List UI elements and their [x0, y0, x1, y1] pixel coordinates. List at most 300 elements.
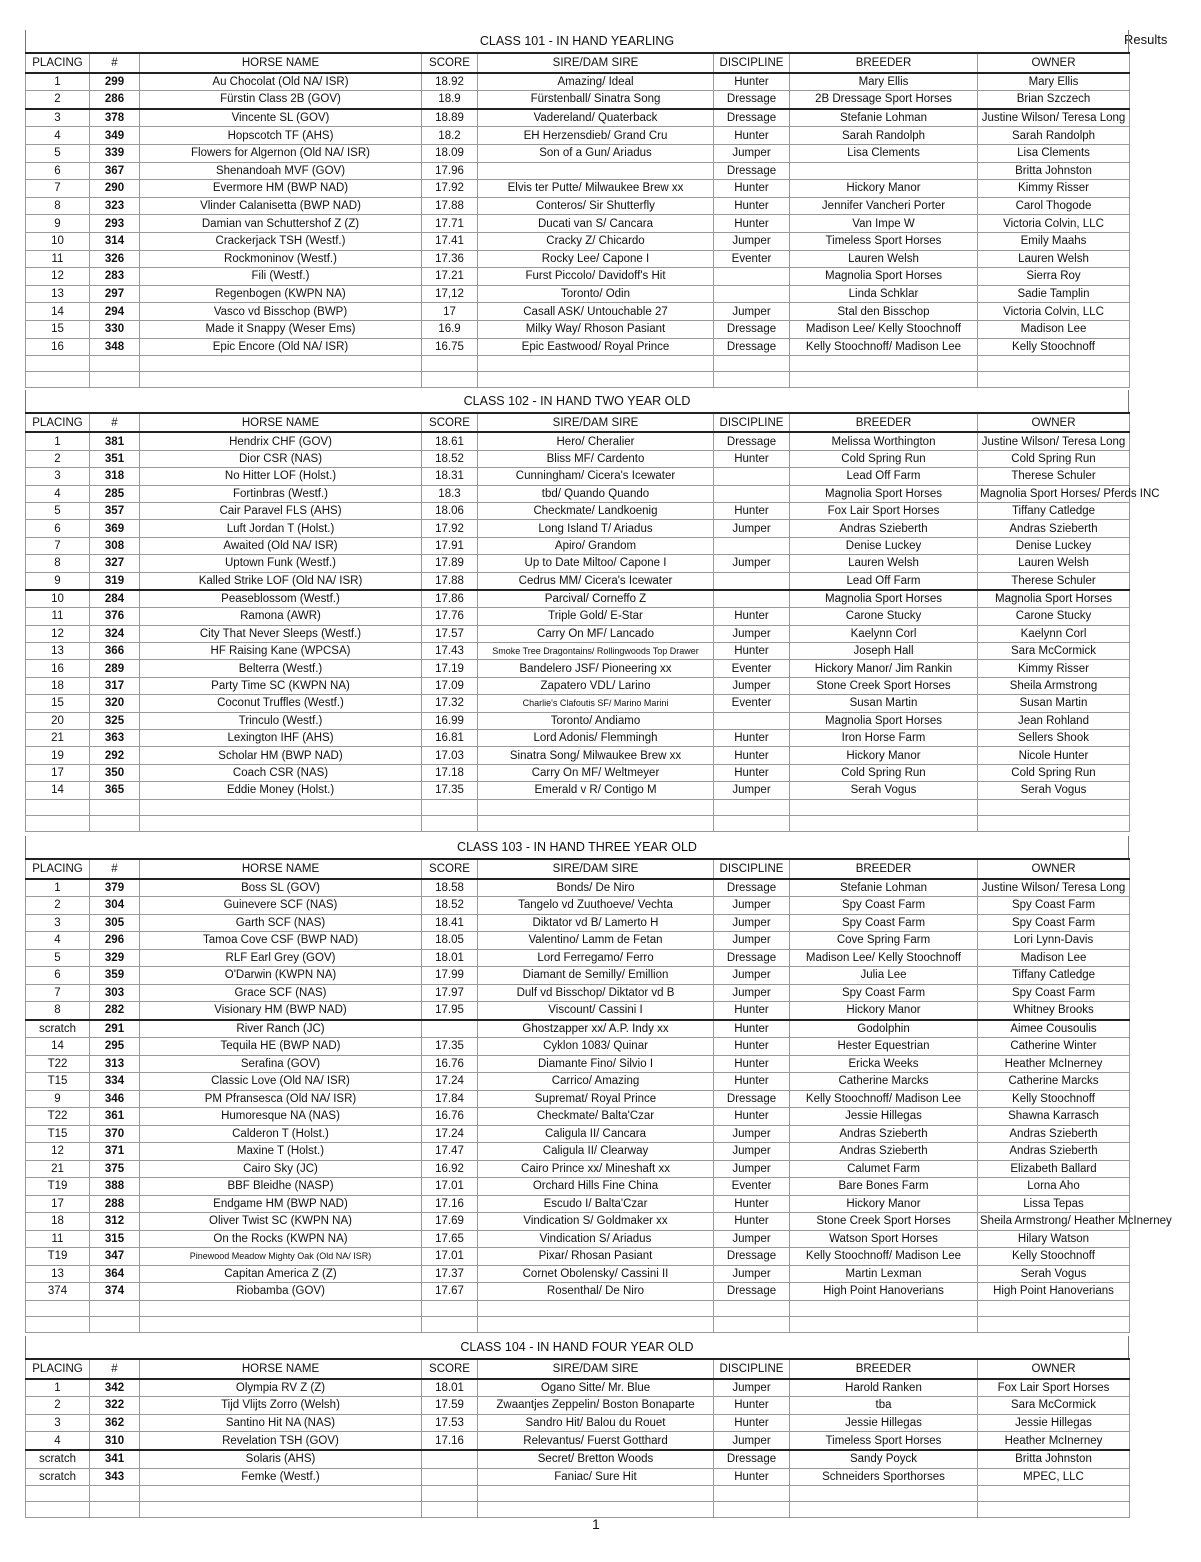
- header-placing: PLACING: [26, 53, 90, 73]
- discipline-cell: [714, 268, 790, 286]
- breeder-cell: Magnolia Sport Horses: [790, 712, 978, 729]
- horse-name-cell: Party Time SC (KWPN NA): [140, 677, 422, 694]
- horse-name-cell: River Ranch (JC): [140, 1020, 422, 1038]
- discipline-cell: Hunter: [714, 1397, 790, 1415]
- header-breeder: BREEDER: [790, 859, 978, 879]
- score-cell: 16.92: [422, 1160, 478, 1178]
- placing-cell: 7: [26, 984, 90, 1002]
- breeder-cell: Spy Coast Farm: [790, 897, 978, 915]
- table-row: [26, 1020, 1130, 1038]
- blank-cell: [90, 1300, 140, 1316]
- discipline-cell: Hunter: [714, 1195, 790, 1213]
- breeder-cell: Hickory Manor: [790, 1195, 978, 1213]
- table-row: [26, 695, 1130, 712]
- number-cell: 330: [90, 320, 140, 338]
- breeder-cell: Lauren Welsh: [790, 250, 978, 268]
- horse-name-cell: Solaris (AHS): [140, 1450, 422, 1468]
- blank-cell: [422, 799, 478, 815]
- owner-cell: Lori Lynn-Davis: [978, 932, 1130, 950]
- placing-cell: 16: [26, 660, 90, 677]
- placing-cell: T15: [26, 1073, 90, 1091]
- placing-cell: 9: [26, 572, 90, 590]
- sire-dam-sire-cell: Caligula II/ Cancara: [478, 1125, 714, 1143]
- owner-cell: Mary Ellis: [978, 73, 1130, 91]
- blank-cell: [26, 1300, 90, 1316]
- blank-cell: [790, 372, 978, 388]
- blank-cell: [714, 356, 790, 372]
- blank-cell: [478, 1300, 714, 1316]
- score-cell: 18.9: [422, 91, 478, 109]
- table-row: [26, 1125, 1130, 1143]
- score-cell: 17.88: [422, 572, 478, 590]
- sire-dam-sire-cell: Pixar/ Rhosan Pasiant: [478, 1248, 714, 1266]
- discipline-cell: Dressage: [714, 879, 790, 897]
- table-row: [26, 1195, 1130, 1213]
- placing-cell: 11: [26, 250, 90, 268]
- discipline-cell: [714, 572, 790, 590]
- owner-cell: Emily Maahs: [978, 232, 1130, 250]
- blank-cell: [790, 1486, 978, 1502]
- breeder-cell: Stal den Bisschop: [790, 303, 978, 321]
- breeder-cell: Jessie Hillegas: [790, 1108, 978, 1126]
- header-row: [26, 413, 1130, 432]
- table-row: [26, 932, 1130, 950]
- blank-cell: [978, 799, 1130, 815]
- discipline-cell: Dressage: [714, 1248, 790, 1266]
- horse-name-cell: Endgame HM (BWP NAD): [140, 1195, 422, 1213]
- table-row: [26, 730, 1130, 747]
- breeder-cell: Magnolia Sport Horses: [790, 485, 978, 502]
- placing-cell: T22: [26, 1055, 90, 1073]
- owner-cell: Sheila Armstrong: [978, 677, 1130, 694]
- table-row: [26, 197, 1130, 215]
- discipline-cell: Dressage: [714, 162, 790, 180]
- breeder-cell: Iron Horse Farm: [790, 730, 978, 747]
- placing-cell: 2: [26, 91, 90, 109]
- breeder-cell: Spy Coast Farm: [790, 984, 978, 1002]
- sire-dam-sire-cell: EH Herzensdieb/ Grand Cru: [478, 127, 714, 145]
- owner-cell: Susan Martin: [978, 695, 1130, 712]
- horse-name-cell: City That Never Sleeps (Westf.): [140, 625, 422, 642]
- results-table: [25, 858, 1172, 1333]
- table-row: [26, 1230, 1130, 1248]
- discipline-cell: Dressage: [714, 320, 790, 338]
- score-cell: 17.01: [422, 1178, 478, 1196]
- horse-name-cell: RLF Earl Grey (GOV): [140, 949, 422, 967]
- blank-cell: [90, 372, 140, 388]
- placing-cell: scratch: [26, 1020, 90, 1038]
- blank-cell: [714, 1502, 790, 1518]
- owner-cell: Whitney Brooks: [978, 1002, 1130, 1020]
- table-row: [26, 677, 1130, 694]
- number-cell: 313: [90, 1055, 140, 1073]
- owner-cell: Victoria Colvin, LLC: [978, 215, 1130, 233]
- score-cell: 18.61: [422, 432, 478, 450]
- class-section-4: [25, 1336, 1129, 1518]
- owner-cell: Kaelynn Corl: [978, 625, 1130, 642]
- score-cell: 17,12: [422, 285, 478, 303]
- score-cell: 16.76: [422, 1108, 478, 1126]
- number-cell: 329: [90, 949, 140, 967]
- placing-cell: 13: [26, 285, 90, 303]
- discipline-cell: Jumper: [714, 897, 790, 915]
- owner-cell: Justine Wilson/ Teresa Long: [978, 432, 1130, 450]
- sire-dam-sire-cell: Elvis ter Putte/ Milwaukee Brew xx: [478, 180, 714, 198]
- table-row: [26, 1213, 1130, 1231]
- sire-dam-sire-cell: Viscount/ Cassini I: [478, 1002, 714, 1020]
- horse-name-cell: Crackerjack TSH (Westf.): [140, 232, 422, 250]
- owner-cell: Catherine Winter: [978, 1038, 1130, 1056]
- table-row: [26, 967, 1130, 985]
- breeder-cell: Stefanie Lohman: [790, 109, 978, 127]
- table-row: [26, 984, 1130, 1002]
- header-placing: PLACING: [26, 413, 90, 432]
- blank-cell: [90, 1316, 140, 1332]
- horse-name-cell: Serafina (GOV): [140, 1055, 422, 1073]
- class-section-2: [25, 390, 1160, 832]
- blank-cell: [978, 815, 1130, 831]
- discipline-cell: Jumper: [714, 1125, 790, 1143]
- header-row: [26, 859, 1130, 879]
- blank-cell: [422, 372, 478, 388]
- sire-dam-sire-cell: Ghostzapper xx/ A.P. Indy xx: [478, 1020, 714, 1038]
- owner-cell: Justine Wilson/ Teresa Long: [978, 879, 1130, 897]
- number-cell: 310: [90, 1432, 140, 1450]
- breeder-cell: Van Impe W: [790, 215, 978, 233]
- breeder-cell: Jessie Hillegas: [790, 1414, 978, 1432]
- horse-name-cell: Garth SCF (NAS): [140, 914, 422, 932]
- score-cell: 17.35: [422, 782, 478, 799]
- sire-dam-sire-cell: Parcival/ Corneffo Z: [478, 590, 714, 608]
- header-number: #: [90, 413, 140, 432]
- sire-dam-sire-cell: Sandro Hit/ Balou du Rouet: [478, 1414, 714, 1432]
- horse-name-cell: BBF Bleidhe (NASP): [140, 1178, 422, 1196]
- discipline-cell: Dressage: [714, 432, 790, 450]
- sire-dam-sire-cell: Cunningham/ Cicera's Icewater: [478, 468, 714, 485]
- discipline-cell: Dressage: [714, 949, 790, 967]
- sire-dam-sire-cell: Escudo I/ Balta'Czar: [478, 1195, 714, 1213]
- number-cell: 364: [90, 1265, 140, 1283]
- owner-cell: Sarah Randolph: [978, 127, 1130, 145]
- class-title: CLASS 102 - IN HAND TWO YEAR OLD: [25, 390, 1129, 412]
- sire-dam-sire-cell: Apiro/ Grandom: [478, 537, 714, 554]
- breeder-cell: Denise Luckey: [790, 537, 978, 554]
- header-discipline: DISCIPLINE: [714, 53, 790, 73]
- results-table: [25, 1358, 1130, 1518]
- sire-dam-sire-cell: Lord Adonis/ Flemmingh: [478, 730, 714, 747]
- blank-row: [26, 815, 1130, 831]
- blank-cell: [478, 1316, 714, 1332]
- table-row: [26, 450, 1130, 467]
- discipline-cell: Eventer: [714, 1178, 790, 1196]
- score-cell: 18.92: [422, 73, 478, 91]
- breeder-cell: Lead Off Farm: [790, 572, 978, 590]
- table-row: [26, 590, 1130, 608]
- horse-name-cell: HF Raising Kane (WPCSA): [140, 643, 422, 660]
- owner-cell: Andras Szieberth: [978, 520, 1130, 537]
- breeder-cell: Andras Szieberth: [790, 520, 978, 537]
- number-cell: 357: [90, 502, 140, 519]
- number-cell: 351: [90, 450, 140, 467]
- sire-dam-sire-cell: Son of a Gun/ Ariadus: [478, 144, 714, 162]
- owner-cell: Lissa Tepas: [978, 1195, 1130, 1213]
- placing-cell: 20: [26, 712, 90, 729]
- number-cell: 312: [90, 1213, 140, 1231]
- sire-dam-sire-cell: Toronto/ Andiamo: [478, 712, 714, 729]
- sire-dam-sire-cell: Emerald v R/ Contigo M: [478, 782, 714, 799]
- discipline-cell: Hunter: [714, 764, 790, 781]
- owner-cell: Madison Lee: [978, 949, 1130, 967]
- sire-dam-sire-cell: Triple Gold/ E-Star: [478, 608, 714, 625]
- horse-name-cell: Evermore HM (BWP NAD): [140, 180, 422, 198]
- number-cell: 304: [90, 897, 140, 915]
- sire-dam-sire-cell: Amazing/ Ideal: [478, 73, 714, 91]
- blank-cell: [90, 815, 140, 831]
- discipline-cell: Jumper: [714, 677, 790, 694]
- score-cell: 18.31: [422, 468, 478, 485]
- discipline-cell: Hunter: [714, 730, 790, 747]
- score-cell: 17.92: [422, 180, 478, 198]
- discipline-cell: Jumper: [714, 625, 790, 642]
- class-title: CLASS 103 - IN HAND THREE YEAR OLD: [25, 836, 1129, 858]
- breeder-cell: Mary Ellis: [790, 73, 978, 91]
- blank-cell: [714, 799, 790, 815]
- score-cell: 17.76: [422, 608, 478, 625]
- number-cell: 363: [90, 730, 140, 747]
- table-row: [26, 1397, 1130, 1415]
- owner-cell: Magnolia Sport Horses/ Pferds INC: [978, 485, 1130, 502]
- results-table: [25, 412, 1160, 832]
- score-cell: [422, 1020, 478, 1038]
- header-breeder: BREEDER: [790, 53, 978, 73]
- table-row: [26, 949, 1130, 967]
- horse-name-cell: Revelation TSH (GOV): [140, 1432, 422, 1450]
- table-row: [26, 1379, 1130, 1397]
- placing-cell: 4: [26, 932, 90, 950]
- score-cell: 17: [422, 303, 478, 321]
- number-cell: 297: [90, 285, 140, 303]
- number-cell: 359: [90, 967, 140, 985]
- owner-cell: Sierra Roy: [978, 268, 1130, 286]
- blank-row: [26, 372, 1130, 388]
- score-cell: 17.99: [422, 967, 478, 985]
- sire-dam-sire-cell: Diktator vd B/ Lamerto H: [478, 914, 714, 932]
- sire-dam-sire-cell: Tangelo vd Zuuthoeve/ Vechta: [478, 897, 714, 915]
- discipline-cell: Eventer: [714, 250, 790, 268]
- table-row: [26, 320, 1130, 338]
- horse-name-cell: Santino Hit NA (NAS): [140, 1414, 422, 1432]
- sire-dam-sire-cell: Rosenthal/ De Niro: [478, 1283, 714, 1301]
- header-row: [26, 1359, 1130, 1379]
- discipline-cell: Hunter: [714, 1038, 790, 1056]
- table-row: [26, 485, 1130, 502]
- owner-cell: Hilary Watson: [978, 1230, 1130, 1248]
- number-cell: 314: [90, 232, 140, 250]
- score-cell: 17.24: [422, 1073, 478, 1091]
- sire-dam-sire-cell: Diamante Fino/ Silvio I: [478, 1055, 714, 1073]
- number-cell: 378: [90, 109, 140, 127]
- horse-name-cell: O'Darwin (KWPN NA): [140, 967, 422, 985]
- number-cell: 327: [90, 555, 140, 572]
- owner-cell: Spy Coast Farm: [978, 984, 1130, 1002]
- sire-dam-sire-cell: Casall ASK/ Untouchable 27: [478, 303, 714, 321]
- header-discipline: DISCIPLINE: [714, 859, 790, 879]
- blank-cell: [422, 356, 478, 372]
- sire-dam-sire-cell: Bonds/ De Niro: [478, 879, 714, 897]
- blank-cell: [140, 1316, 422, 1332]
- sire-dam-sire-cell: Fürstenball/ Sinatra Song: [478, 91, 714, 109]
- number-cell: 296: [90, 932, 140, 950]
- discipline-cell: Hunter: [714, 450, 790, 467]
- breeder-cell: Hickory Manor: [790, 180, 978, 198]
- owner-cell: Cold Spring Run: [978, 764, 1130, 781]
- blank-row: [26, 1316, 1130, 1332]
- placing-cell: 1: [26, 432, 90, 450]
- blank-cell: [478, 1486, 714, 1502]
- score-cell: 17.96: [422, 162, 478, 180]
- blank-cell: [790, 1300, 978, 1316]
- number-cell: 365: [90, 782, 140, 799]
- number-cell: 343: [90, 1468, 140, 1486]
- header-horse-name: HORSE NAME: [140, 53, 422, 73]
- blank-cell: [140, 356, 422, 372]
- breeder-cell: Lisa Clements: [790, 144, 978, 162]
- discipline-cell: [714, 468, 790, 485]
- discipline-cell: Dressage: [714, 338, 790, 356]
- number-cell: 325: [90, 712, 140, 729]
- score-cell: 17.53: [422, 1414, 478, 1432]
- number-cell: 369: [90, 520, 140, 537]
- blank-cell: [714, 1486, 790, 1502]
- table-row: [26, 1002, 1130, 1020]
- owner-cell: Brian Szczech: [978, 91, 1130, 109]
- table-row: [26, 537, 1130, 554]
- header-horse-name: HORSE NAME: [140, 413, 422, 432]
- breeder-cell: Godolphin: [790, 1020, 978, 1038]
- table-row: [26, 1090, 1130, 1108]
- table-row: [26, 109, 1130, 127]
- horse-name-cell: Shenandoah MVF (GOV): [140, 162, 422, 180]
- discipline-cell: Hunter: [714, 747, 790, 764]
- horse-name-cell: Riobamba (GOV): [140, 1283, 422, 1301]
- sire-dam-sire-cell: Vindication S/ Ariadus: [478, 1230, 714, 1248]
- header-score: SCORE: [422, 53, 478, 73]
- horse-name-cell: Rockmoninov (Westf.): [140, 250, 422, 268]
- owner-cell: Sadie Tamplin: [978, 285, 1130, 303]
- table-row: [26, 782, 1130, 799]
- blank-cell: [978, 1300, 1130, 1316]
- owner-cell: Cold Spring Run: [978, 450, 1130, 467]
- placing-cell: 374: [26, 1283, 90, 1301]
- owner-cell: Spy Coast Farm: [978, 897, 1130, 915]
- score-cell: 17.57: [422, 625, 478, 642]
- horse-name-cell: Tijd Vlijts Zorro (Welsh): [140, 1397, 422, 1415]
- placing-cell: 1: [26, 1379, 90, 1397]
- number-cell: 291: [90, 1020, 140, 1038]
- score-cell: 16.75: [422, 338, 478, 356]
- header-placing: PLACING: [26, 859, 90, 879]
- breeder-cell: Melissa Worthington: [790, 432, 978, 450]
- header-number: #: [90, 1359, 140, 1379]
- number-cell: 299: [90, 73, 140, 91]
- table-row: [26, 250, 1130, 268]
- score-cell: 17.86: [422, 590, 478, 608]
- table-row: [26, 520, 1130, 537]
- blank-cell: [140, 1502, 422, 1518]
- sire-dam-sire-cell: Orchard Hills Fine China: [478, 1178, 714, 1196]
- table-row: [26, 1178, 1130, 1196]
- score-cell: 17.84: [422, 1090, 478, 1108]
- owner-cell: Lauren Welsh: [978, 250, 1130, 268]
- horse-name-cell: Tamoa Cove CSF (BWP NAD): [140, 932, 422, 950]
- owner-cell: Kelly Stoochnoff: [978, 1090, 1130, 1108]
- horse-name-cell: Damian van Schuttershof Z (Z): [140, 215, 422, 233]
- number-cell: 284: [90, 590, 140, 608]
- table-row: [26, 643, 1130, 660]
- header-sire-dam-sire: SIRE/DAM SIRE: [478, 1359, 714, 1379]
- blank-cell: [26, 815, 90, 831]
- score-cell: [422, 1468, 478, 1486]
- score-cell: 17.43: [422, 643, 478, 660]
- score-cell: 17.01: [422, 1248, 478, 1266]
- sire-dam-sire-cell: [478, 162, 714, 180]
- sire-dam-sire-cell: Cornet Obolensky/ Cassini II: [478, 1265, 714, 1283]
- owner-cell: Carone Stucky: [978, 608, 1130, 625]
- blank-cell: [978, 1316, 1130, 1332]
- discipline-cell: Jumper: [714, 1379, 790, 1397]
- sire-dam-sire-cell: Checkmate/ Landkoenig: [478, 502, 714, 519]
- score-cell: 17.47: [422, 1143, 478, 1161]
- horse-name-cell: Calderon T (Holst.): [140, 1125, 422, 1143]
- sire-dam-sire-cell: Carrico/ Amazing: [478, 1073, 714, 1091]
- breeder-cell: Timeless Sport Horses: [790, 232, 978, 250]
- header-discipline: DISCIPLINE: [714, 1359, 790, 1379]
- number-cell: 283: [90, 268, 140, 286]
- placing-cell: T15: [26, 1125, 90, 1143]
- blank-cell: [422, 815, 478, 831]
- number-cell: 339: [90, 144, 140, 162]
- header-number: #: [90, 859, 140, 879]
- horse-name-cell: Regenbogen (KWPN NA): [140, 285, 422, 303]
- horse-name-cell: Guinevere SCF (NAS): [140, 897, 422, 915]
- horse-name-cell: Olympia RV Z (Z): [140, 1379, 422, 1397]
- score-cell: 17.69: [422, 1213, 478, 1231]
- placing-cell: 19: [26, 747, 90, 764]
- placing-cell: 6: [26, 967, 90, 985]
- blank-cell: [714, 372, 790, 388]
- score-cell: 17.16: [422, 1432, 478, 1450]
- breeder-cell: Martin Lexman: [790, 1265, 978, 1283]
- horse-name-cell: Maxine T (Holst.): [140, 1143, 422, 1161]
- table-row: [26, 897, 1130, 915]
- header-owner: OWNER: [978, 1359, 1130, 1379]
- sire-dam-sire-cell: Furst Piccolo/ Davidoff's Hit: [478, 268, 714, 286]
- breeder-cell: Spy Coast Farm: [790, 914, 978, 932]
- sire-dam-sire-cell: Long Island T/ Ariadus: [478, 520, 714, 537]
- header-horse-name: HORSE NAME: [140, 1359, 422, 1379]
- owner-cell: Therese Schuler: [978, 468, 1130, 485]
- number-cell: 374: [90, 1283, 140, 1301]
- horse-name-cell: Trinculo (Westf.): [140, 712, 422, 729]
- number-cell: 379: [90, 879, 140, 897]
- owner-cell: Andras Szieberth: [978, 1143, 1130, 1161]
- sire-dam-sire-cell: Zapatero VDL/ Larino: [478, 677, 714, 694]
- owner-cell: Serah Vogus: [978, 1265, 1130, 1283]
- results-label: Results: [1124, 32, 1168, 47]
- score-cell: 17.97: [422, 984, 478, 1002]
- horse-name-cell: Made it Snappy (Weser Ems): [140, 320, 422, 338]
- number-cell: 349: [90, 127, 140, 145]
